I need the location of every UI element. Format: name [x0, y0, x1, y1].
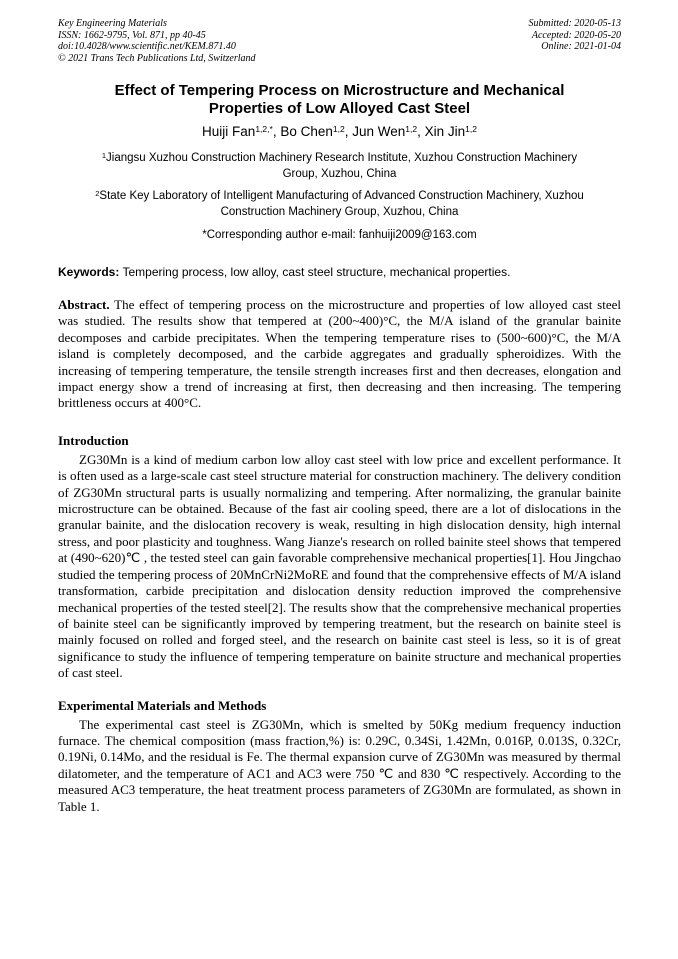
publication-header [58, 18, 621, 64]
author-separator: , [272, 124, 281, 139]
doi-line: doi:10.4028/www.scientific.net/KEM.871.40 [58, 41, 236, 52]
affiliation-text: Jiangsu Xuzhou Construction Machinery Research Institute, Xuzhou Construction Machinery Group, Xuzhou, China [106, 152, 578, 180]
affiliation-marker: 2 [95, 188, 100, 198]
accepted-date: Accepted: 2020-05-20 [531, 29, 621, 41]
author-affiliation-superscript: 1,2,* [255, 124, 273, 135]
affiliation-2 [87, 189, 592, 219]
keywords-text: Tempering process, low alloy, cast steel structure, mechanical properties. [119, 265, 511, 279]
online-date: Online: 2021-01-04 [541, 41, 621, 52]
author-affiliation-superscript: 1,2 [332, 124, 345, 135]
abstract-text: The effect of tempering process on the microstructure and properties of low alloyed cast steel was studied. The results show that tempered at (200~400)°C, the M/A island of the granular bainite decomposes and carbide precipitates. When the tempering temperature rises to (500~600)°C, the M/A island is completely decomposed, and the carbide aggregates and gradually spheroidizes. With the increasing of tempering temperature, the tensile strength increases first and then decreases, elongation and impact energy show a trend of increasing at first, then decreasing and then increasing. The tempering brittleness occurs at 400°C. [58, 297, 621, 411]
authors-line [58, 123, 621, 142]
author-1 [202, 124, 273, 139]
author-name: Bo Chen [280, 124, 333, 139]
paper-title: Effect of Tempering Process on Microstructure and Mechanical Properties of Low Alloyed Cast Steel [114, 82, 565, 117]
author-affiliation-superscript: 1,2 [405, 124, 418, 135]
copyright-line: © 2021 Trans Tech Publications Ltd, Switzerland [58, 52, 256, 64]
author-separator: , [417, 124, 425, 139]
introduction-paragraph: ZG30Mn is a kind of medium carbon low alloy cast steel with low price and excellent performance. It is often used as a large-scale cast steel structure material for construction machinery. The delivery condition of ZG30Mn structural parts is usually normalizing and tempering. After normalizing, the granular bainite microstructure can be obtained. Because of the fast air cooling speed, there are a lot of dislocations in the granular bainite, and the dislocation recovery is weak, resulting in high dislocation density, high internal stress, and poor plasticity and toughness. Wang Jianze's research on rolled bainite steel shows that tempered at (490~620)℃ , the tested steel can gain favorable comprehensive mechanical properties[1]. Hou Jingchao studied the tempering process of 20MnCrNi2MoRE and found that the comprehensive effects of M/A island transformation, carbide precipitation and dislocation density reduction improved the comprehensive mechanical properties of the tested steel[2]. The results show that the comprehensive mechanical properties of bainite steel can be significantly improved by tempering treatment, but the research on bainite steel is mainly focused on rolled and forged steel, and the research on bainite cast steel is less, so it is of great significance to study the influence of tempering temperature on bainite structure and mechanical properties of cast steel. [58, 451, 621, 681]
submitted-date: Submitted: 2020-05-13 [528, 18, 621, 29]
author-name: Xin Jin [424, 124, 466, 139]
journal-name: Key Engineering Materials [58, 18, 167, 29]
issn-volume-line: ISSN: 1662-9795, Vol. 871, pp 40-45 [58, 29, 206, 41]
author-separator: , [344, 124, 353, 139]
abstract-label: Abstract. [58, 297, 110, 312]
experimental-paragraph: The experimental cast steel is ZG30Mn, which is smelted by 50Kg medium frequency induction furnace. The chemical composition (mass fraction,%) is: 0.29C, 0.34Si, 1.42Mn, 0.016P, 0.013S, 0.32Cr, 0.19Ni, 0.14Mo, and the residual is Fe. The thermal expansion curve of ZG30Mn was measured by thermal dilatometer, and the temperature of AC1 and AC3 were 750 ℃ and 830 ℃ respectively. According to the measured AC3 temperature, the heat treatment process parameters of ZG30Mn are formulated, as shown in Table 1. [58, 716, 621, 814]
author-affiliation-superscript: 1,2 [465, 124, 477, 135]
keywords-label: Keywords: [58, 265, 120, 279]
corresponding-author-line: *Corresponding author e-mail: fanhuiji2009@163.com [202, 229, 477, 241]
journal-info [58, 18, 256, 64]
section-heading-introduction: Introduction [58, 432, 129, 448]
affiliation-1 [87, 151, 592, 181]
author-name: Jun Wen [352, 124, 406, 139]
submission-dates [529, 18, 622, 53]
affiliation-marker: 1 [101, 150, 107, 160]
keywords-line [58, 265, 621, 280]
author-2 [280, 124, 344, 139]
author-4 [425, 124, 477, 139]
abstract [58, 297, 621, 412]
author-name: Huiji Fan [202, 124, 256, 139]
affiliation-text: State Key Laboratory of Intelligent Manufacturing of Advanced Construction Machinery, Xuzhou Construction Machinery Group, Xuzhou, China [99, 190, 584, 218]
section-heading-experimental-materials: Experimental Materials and Methods [58, 697, 267, 713]
author-3 [352, 124, 417, 139]
